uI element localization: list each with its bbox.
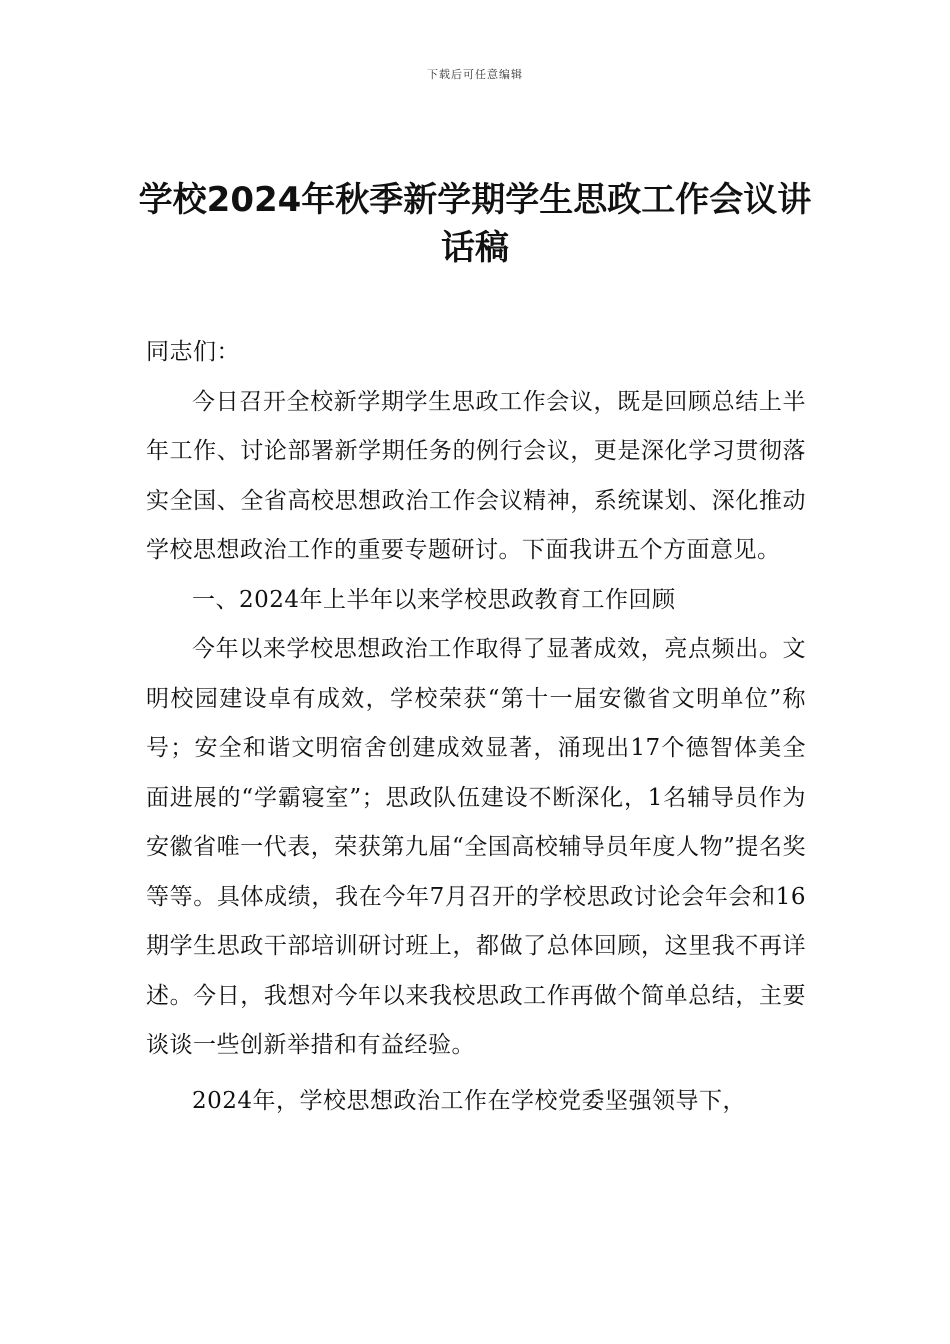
paragraph-intro: 今日召开全校新学期学生思政工作会议，既是回顾总结上半年工作、讨论部署新学期任务的例行会议，更是深化学习贯彻落实全国、全省高校思想政治工作会议精神，系统谋划、深化推动学校思想政治工作的重要专题研讨。下面我讲五个方面意见。 bbox=[146, 388, 806, 563]
document-body bbox=[146, 328, 806, 1126]
header-note: 下载后可任意编辑 bbox=[427, 68, 523, 81]
document-title: 学校2024年秋季新学期学生思政工作会议讲话稿 bbox=[138, 180, 812, 268]
salutation: 同志们： bbox=[146, 339, 240, 365]
paragraph-2024: 2024年，学校思想政治工作在学校党委坚强领导下， bbox=[192, 1087, 747, 1114]
section-heading-1: 一、2024年上半年以来学校思政教育工作回顾 bbox=[192, 586, 676, 613]
paragraph-review: 今年以来学校思想政治工作取得了显著成效，亮点频出。文明校园建设卓有成效，学校荣获“第十一届安徽省文明单位”称号；安全和谐文明宿舍创建成效显著，涌现出17个德智体美全面进展的“学霸寝室”；思政队伍建设不断深化，1名辅导员作为安徽省唯一代表，荣获第九届“全国高校辅导员年度人物”提名奖等等。具体成绩，我在今年7月召开的学校思政讨论会年会和16期学生思政干部培训研讨班上，都做了总体回顾，这里我不再详述。今日，我想对今年以来我校思政工作再做个简单总结，主要谈谈一些创新举措和有益经验。 bbox=[146, 636, 806, 1058]
